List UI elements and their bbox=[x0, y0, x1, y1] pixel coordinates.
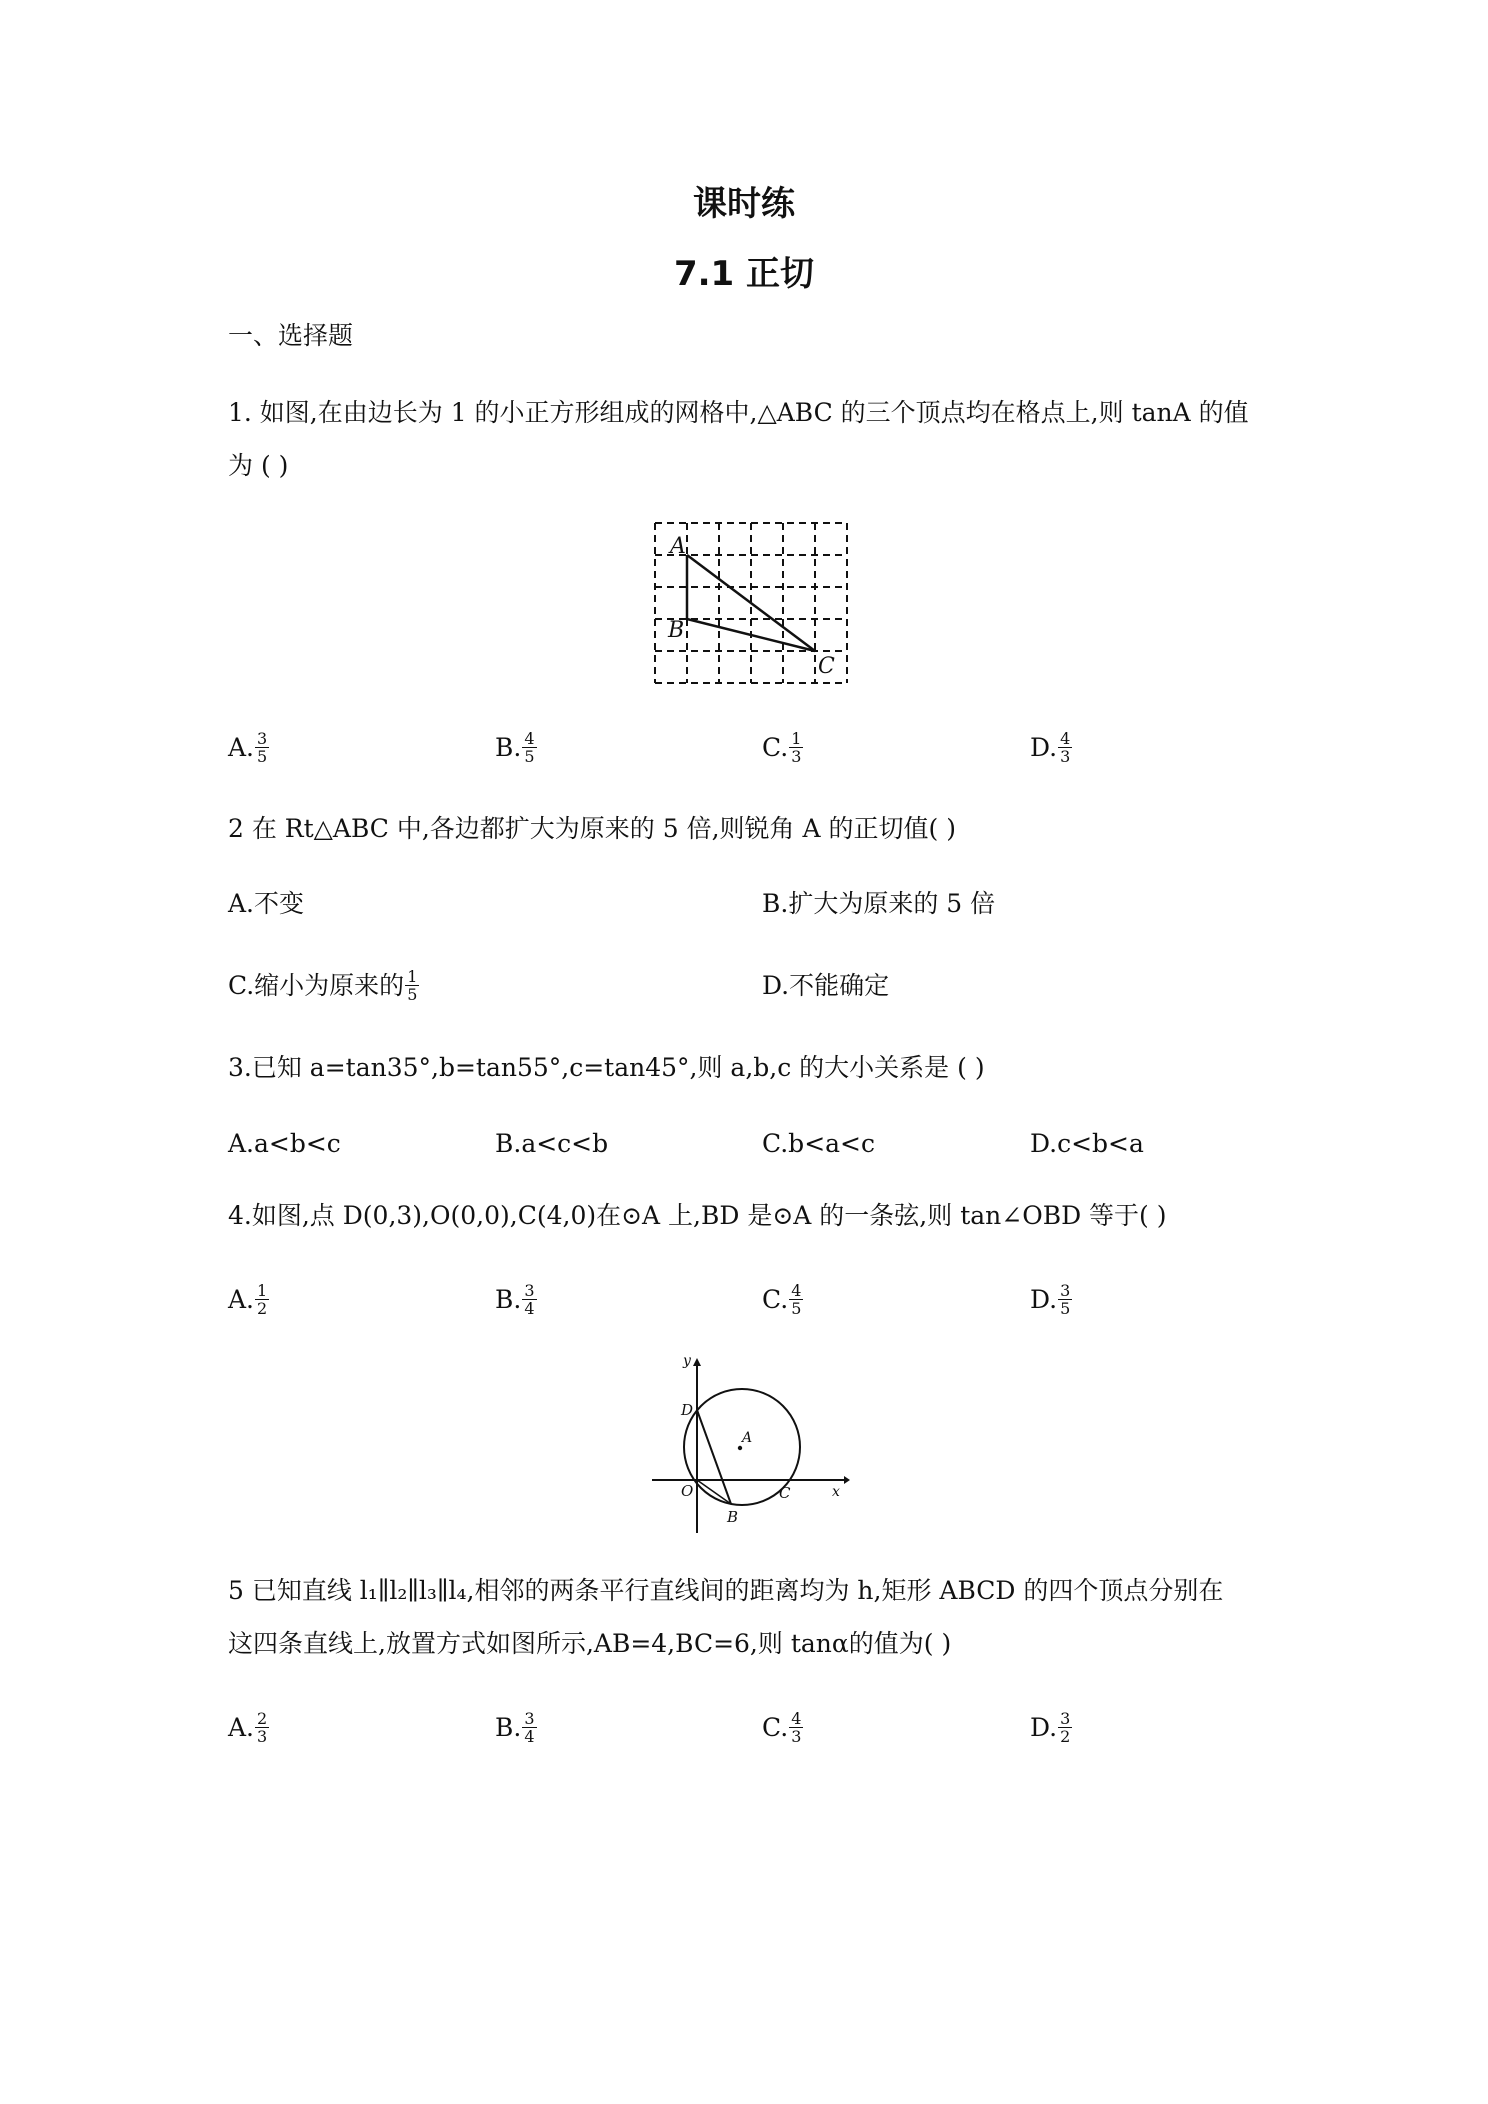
q3-option-c[interactable]: C.b<a<c bbox=[762, 1129, 875, 1158]
q3-text: 3.已知 a=tan35°,b=tan55°,c=tan45°,则 a,b,c 的大小关系是 ( ) bbox=[228, 1053, 985, 1082]
label-x: x bbox=[832, 1484, 840, 1500]
page-subtitle: 7.1 正切 bbox=[673, 254, 815, 294]
q4-circle-figure bbox=[650, 1350, 850, 1540]
fraction: $\frac{4}{5}$ bbox=[791, 1281, 802, 1318]
q2-text: 2 在 Rt△ABC 中,各边都扩大为原来的 5 倍,则锐角 A 的正切值( ) bbox=[228, 814, 956, 843]
fraction: $\frac{3}{5}$ bbox=[1060, 1281, 1071, 1318]
fraction: $\frac{3}{4}$ bbox=[524, 1709, 535, 1746]
q4-option-c[interactable]: C. $\frac{4}{5}$ bbox=[762, 1281, 802, 1318]
q3-option-d[interactable]: D.c<b<a bbox=[1030, 1129, 1144, 1158]
label-b: B bbox=[727, 1508, 739, 1526]
label-c: C bbox=[779, 1484, 791, 1502]
fraction: $\frac{4}{3}$ bbox=[791, 1709, 802, 1746]
fraction: $\frac{4}{5}$ bbox=[524, 729, 535, 766]
q1-option-b[interactable]: B. $\frac{4}{5}$ bbox=[495, 729, 535, 766]
center-point-a bbox=[738, 1446, 742, 1450]
q4-option-a[interactable]: A. $\frac{1}{2}$ bbox=[228, 1281, 268, 1318]
q5-text-line1: 5 已知直线 l₁∥l₂∥l₃∥l₄,相邻的两条平行直线间的距离均为 h,矩形 ABCD 的四个顶点分别在 bbox=[228, 1576, 1224, 1605]
q5-option-a[interactable]: A. $\frac{2}{3}$ bbox=[228, 1709, 268, 1746]
q1-label-a: A bbox=[670, 534, 686, 559]
label-o: O bbox=[681, 1482, 694, 1500]
page-title: 课时练 bbox=[693, 184, 795, 224]
fraction: $\frac{3}{5}$ bbox=[257, 729, 268, 766]
q5-option-c[interactable]: C. $\frac{4}{3}$ bbox=[762, 1709, 802, 1746]
q4-option-d[interactable]: D. $\frac{3}{5}$ bbox=[1030, 1281, 1071, 1318]
section-heading: 一、选择题 bbox=[228, 321, 354, 350]
label-y: y bbox=[683, 1353, 691, 1369]
fraction: $\frac{1}{2}$ bbox=[257, 1281, 268, 1318]
y-axis-arrow bbox=[693, 1358, 701, 1366]
q2-option-c[interactable]: C.缩小为原来的 $\frac{1}{5}$ bbox=[228, 967, 418, 1004]
q2-option-d[interactable]: D.不能确定 bbox=[762, 971, 890, 1000]
q2-option-b[interactable]: B.扩大为原来的 5 倍 bbox=[762, 889, 996, 918]
q1-text-line1: 1. 如图,在由边长为 1 的小正方形组成的网格中,△ABC 的三个顶点均在格点上,则 tanA 的值 bbox=[228, 398, 1249, 427]
q1-text-line2: 为 ( ) bbox=[228, 451, 289, 480]
q1-label-c: C bbox=[818, 654, 835, 679]
q1-option-d[interactable]: D. $\frac{4}{3}$ bbox=[1030, 729, 1071, 766]
fraction: $\frac{3}{2}$ bbox=[1060, 1709, 1071, 1746]
q1-option-a[interactable]: A. $\frac{3}{5}$ bbox=[228, 729, 268, 766]
label-a: A bbox=[742, 1430, 753, 1446]
q4-option-b[interactable]: B. $\frac{3}{4}$ bbox=[495, 1281, 535, 1318]
q5-option-d[interactable]: D. $\frac{3}{2}$ bbox=[1030, 1709, 1071, 1746]
q1-option-c[interactable]: C. $\frac{1}{3}$ bbox=[762, 729, 802, 766]
q1-label-b: B bbox=[668, 618, 685, 643]
q5-option-b[interactable]: B. $\frac{3}{4}$ bbox=[495, 1709, 535, 1746]
q3-option-a[interactable]: A.a<b<c bbox=[228, 1129, 341, 1158]
fraction: $\frac{2}{3}$ bbox=[257, 1709, 268, 1746]
fraction: $\frac{3}{4}$ bbox=[524, 1281, 535, 1318]
fraction: $\frac{1}{3}$ bbox=[791, 729, 802, 766]
fraction: $\frac{1}{5}$ bbox=[407, 967, 418, 1004]
q3-option-b[interactable]: B.a<c<b bbox=[495, 1129, 609, 1158]
label-d: D bbox=[681, 1401, 694, 1419]
q4-text: 4.如图,点 D(0,3),O(0,0),C(4,0)在⊙A 上,BD 是⊙A 的一条弦,则 tan∠OBD 等于( ) bbox=[228, 1201, 1167, 1230]
fraction: $\frac{4}{3}$ bbox=[1060, 729, 1071, 766]
x-axis-arrow bbox=[844, 1476, 850, 1484]
q5-text-line2: 这四条直线上,放置方式如图所示,AB=4,BC=6,则 tanα的值为( ) bbox=[228, 1629, 952, 1658]
q2-option-a[interactable]: A.不变 bbox=[228, 889, 305, 918]
q1-grid-figure bbox=[650, 515, 850, 695]
